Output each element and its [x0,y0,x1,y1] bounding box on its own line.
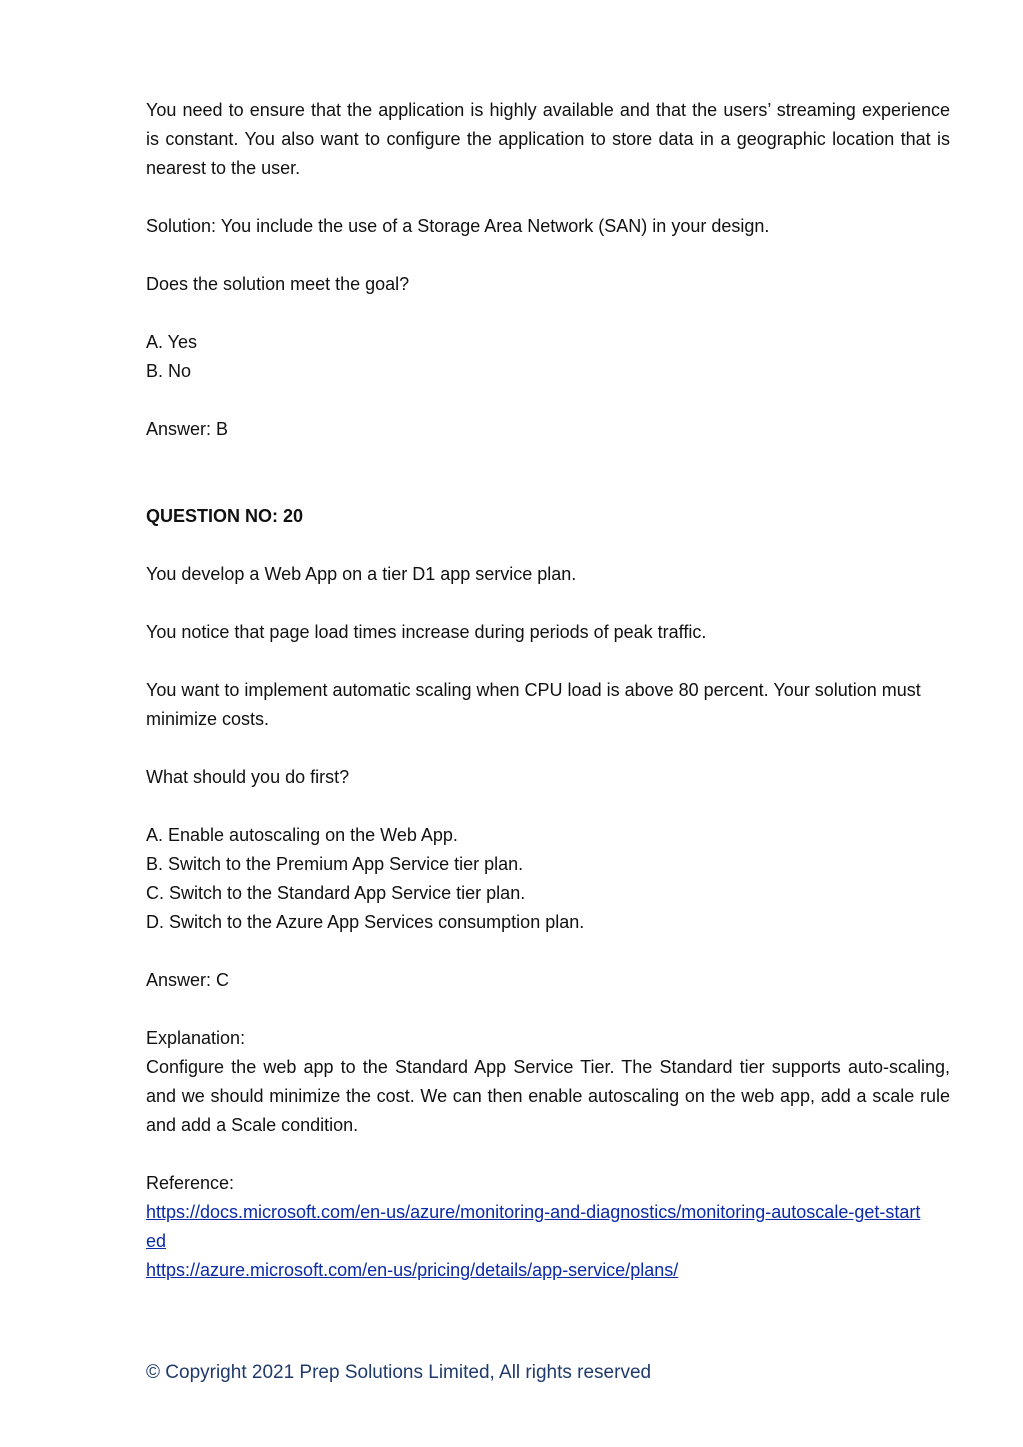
document-page [146,96,950,1285]
q19-solution: Solution: You include the use of a Storage Area Network (SAN) in your design. [146,216,770,236]
q20-line2: You notice that page load times increase during periods of peak traffic. [146,622,707,642]
q20-option-d: D. Switch to the Azure App Services consumption plan. [146,912,585,932]
q19-option-b: B. No [146,361,192,381]
q20-line3: You want to implement automatic scaling when CPU load is above 80 percent. Your solution must minimize costs. [146,680,921,729]
q19-prompt: Does the solution meet the goal? [146,274,410,294]
q20-heading: QUESTION NO: 20 [146,506,304,526]
q20-option-b: B. Switch to the Premium App Service tier plan. [146,854,524,874]
explanation-label: Explanation: [146,1028,246,1048]
q20-option-a: A. Enable autoscaling on the Web App. [146,825,458,845]
explanation-text: Configure the web app to the Standard App Service Tier. The Standard tier supports auto-scaling, and we should minimize the cost. We can then enable autoscaling on the web app, add a scale rule and add a Scale condition. [146,1057,950,1135]
reference-link-autoscale[interactable]: https://docs.microsoft.com/en-us/azure/monitoring-and-diagnostics/monitoring-autoscale-get-started [146,1202,921,1251]
reference-label: Reference: [146,1173,235,1193]
reference-link-pricing[interactable]: https://azure.microsoft.com/en-us/pricing/details/app-service/plans/ [146,1260,679,1280]
q20-option-c: C. Switch to the Standard App Service tier plan. [146,883,526,903]
q20-line1: You develop a Web App on a tier D1 app service plan. [146,564,577,584]
q20-answer: Answer: C [146,970,230,990]
copyright-footer: © Copyright 2021 Prep Solutions Limited, All rights reserved [146,1362,652,1383]
q20-prompt: What should you do first? [146,767,350,787]
q19-answer: Answer: B [146,419,229,439]
q19-option-a: A. Yes [146,332,198,352]
q19-scenario: You need to ensure that the application is highly available and that the users’ streaming experience is constant. You also want to configure the application to store data in a geographic location that is nearest to the user. [146,100,950,178]
